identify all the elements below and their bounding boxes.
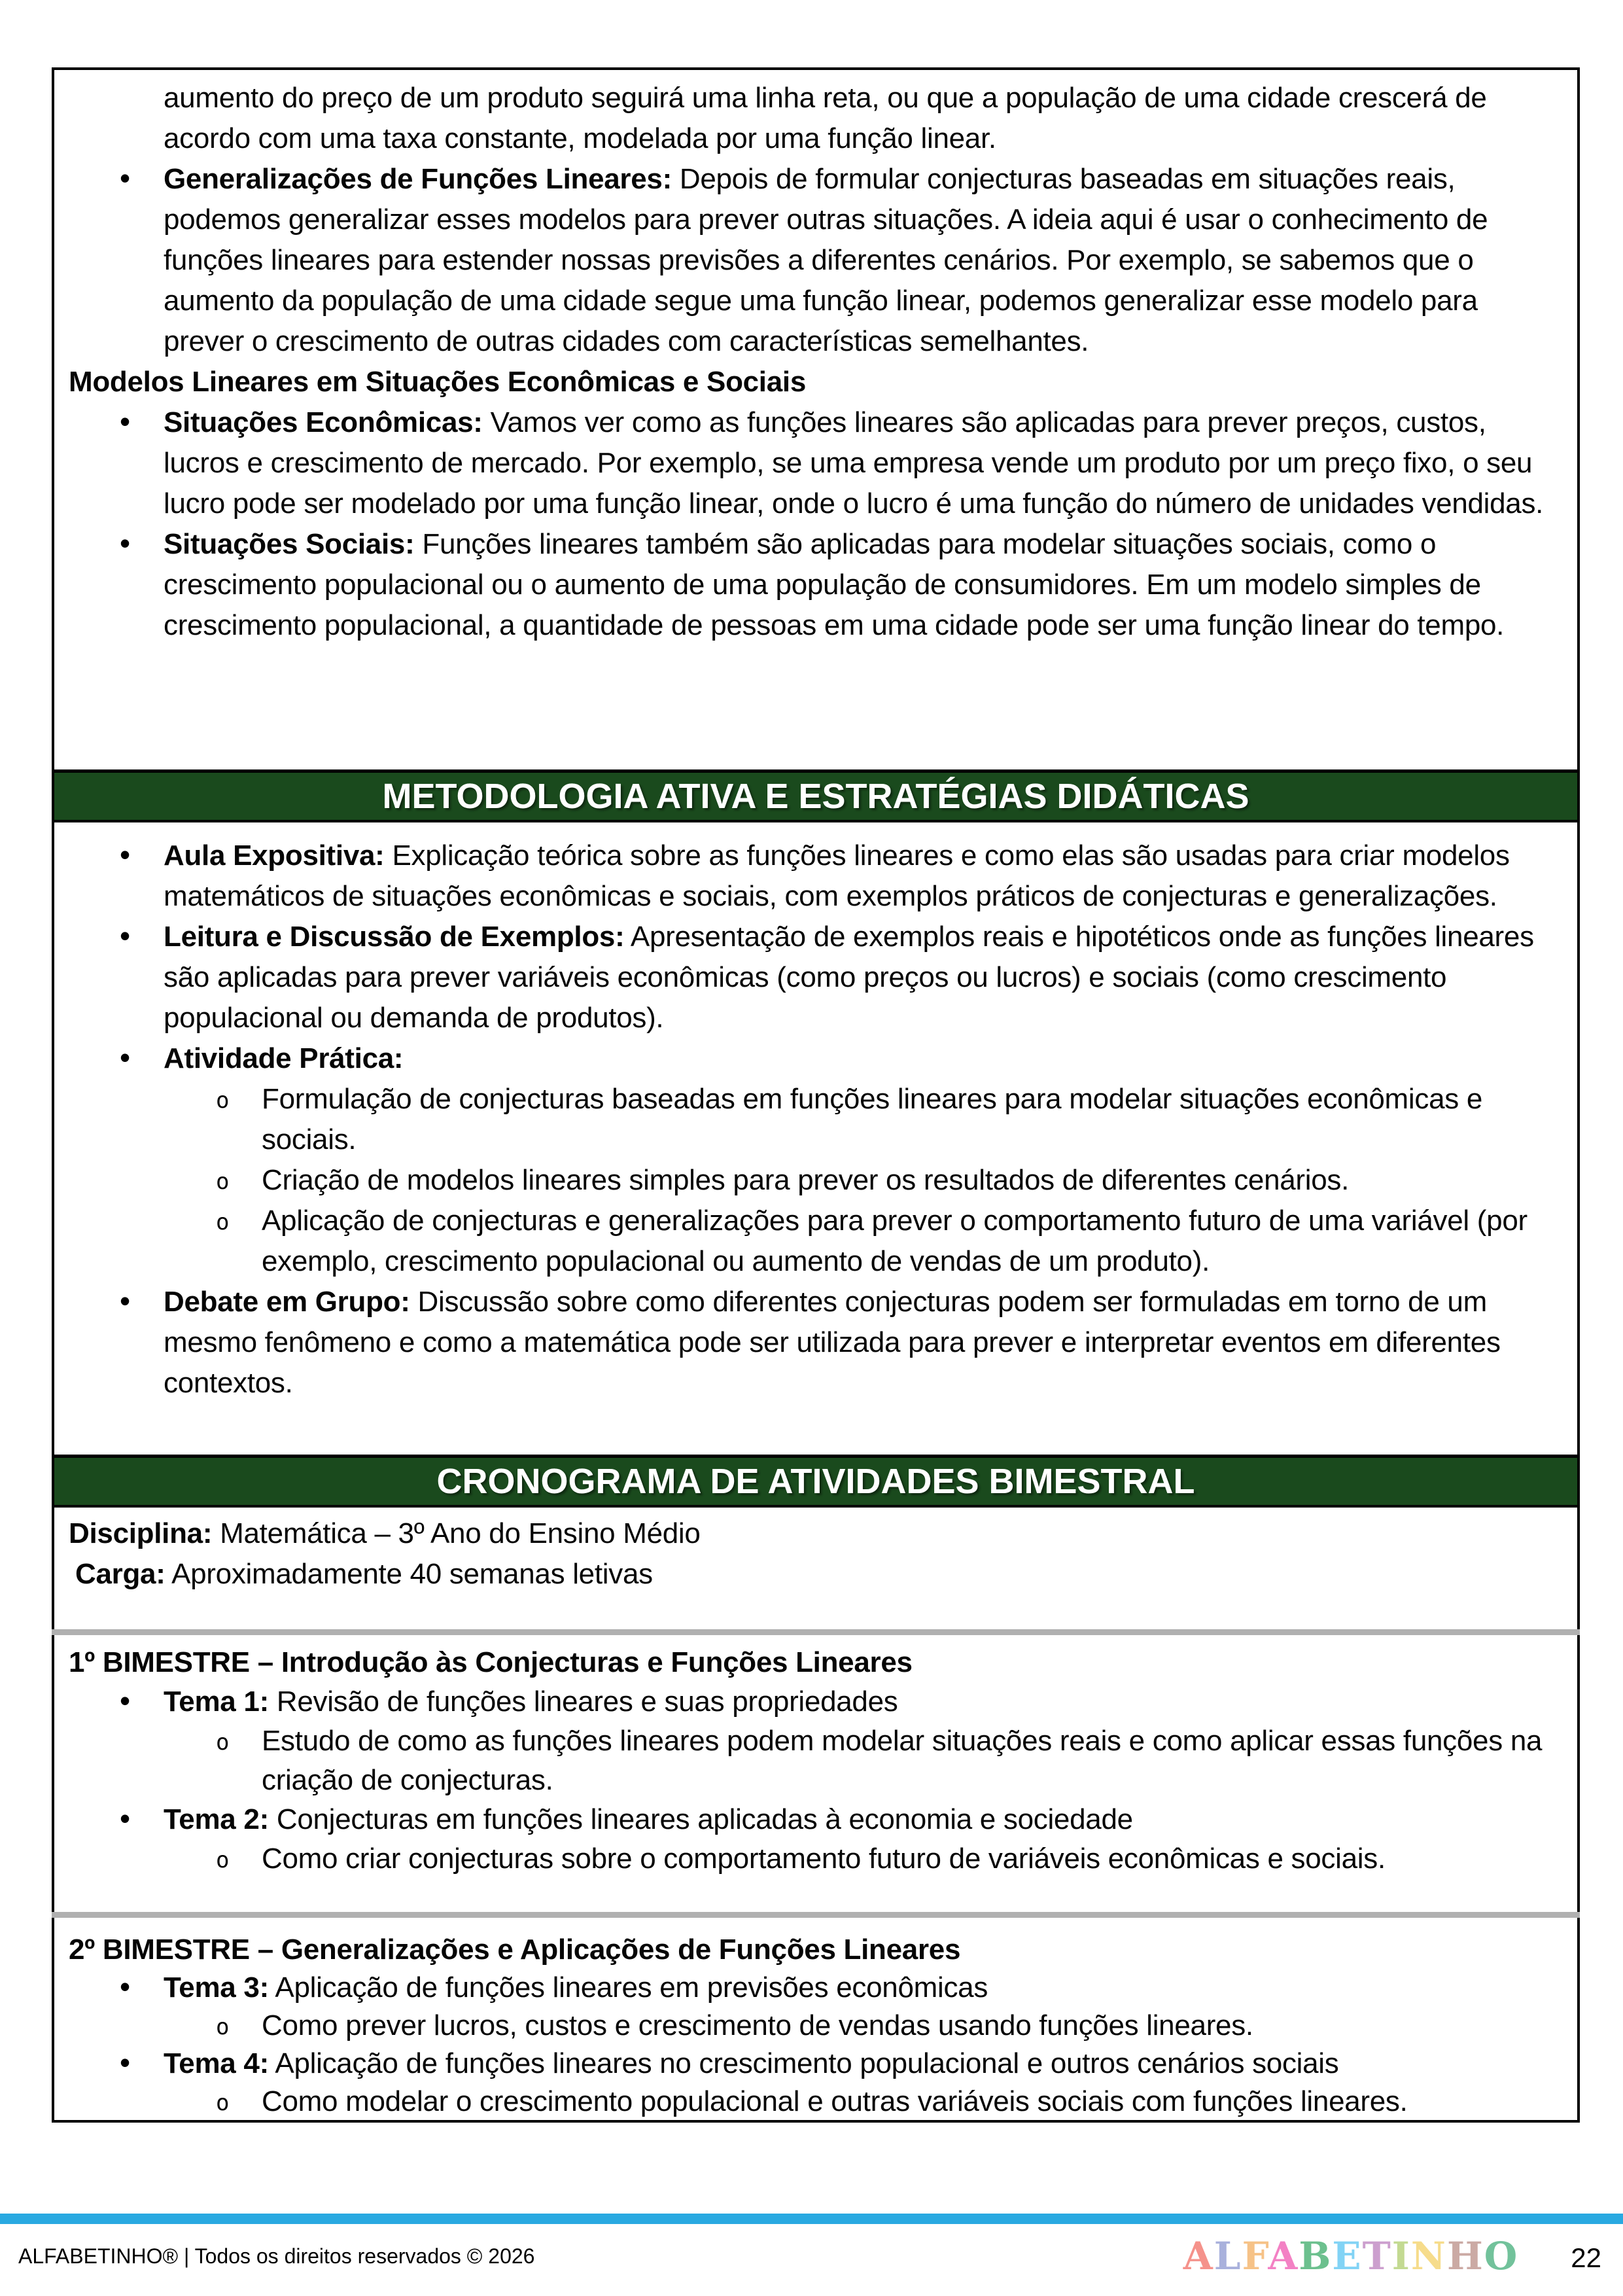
- item-text: Apresentação de exemplos reais e hipotéticos onde as funções lineares são aplicadas para prever variáveis econômicas (como preços ou lucros) e sociais (como crescimento populacional ou demanda de produtos).: [164, 921, 1534, 1034]
- item-text: Aplicação de funções lineares em previsões econômicas: [268, 1971, 988, 2004]
- item-lead: Situações Econômicas:: [164, 406, 483, 438]
- logo-letter: O: [1484, 2234, 1519, 2278]
- document-page-frame: [52, 67, 1580, 2123]
- row-divider-1: [52, 1629, 1580, 1635]
- logo-letter: E: [1332, 2234, 1363, 2278]
- item-lead: Tema 4:: [164, 2047, 269, 2079]
- page-number: 22: [1571, 2242, 1601, 2273]
- subheading-modelos-lineares: Modelos Lineares em Situações Econômicas e Sociais: [69, 366, 807, 398]
- item-text: Vamos ver como as funções lineares são aplicadas para prever preços, custos, lucros e crescimento de mercado. Por exemplo, se uma empresa vende um produto por um preço fixo, o seu lucro pode ser modelado por uma função linear, onde o lucro é uma função do número de unidades vendidas.: [164, 406, 1544, 520]
- sublist-item-criacao: [69, 1160, 1558, 1201]
- section-header-metodologia: [54, 769, 1577, 822]
- item-text: Funções lineares também são aplicadas para modelar situações sociais, como o crescimento populacional ou o aumento de uma população de consumidores. Em um modelo simples de crescimento populacional, a quantidade de pessoas em uma cidade pode ser uma função linear do tempo.: [164, 528, 1505, 641]
- section-metodologia-body: [69, 836, 1558, 1404]
- item-lead: Tema 1:: [164, 1686, 269, 1718]
- bullet-list-modelos: [69, 402, 1558, 646]
- list-item-sociais: [69, 524, 1558, 646]
- disciplina-value: Matemática – 3º Ano do Ensino Médio: [212, 1517, 701, 1549]
- item-text: Depois de formular conjecturas baseadas em situações reais, podemos generalizar esses modelos para prever outras situações. A ideia aqui é usar o conhecimento de funções lineares para estender nossas previsões a diferentes cenários. Por exemplo, se sabemos que o aumento da população de uma cidade segue uma função linear, podemos generalizar esse modelo para prever o crescimento de outras cidades com características semelhantes.: [164, 163, 1488, 357]
- footer-copyright: ALFABETINHO® | Todos os direitos reservados © 2026: [18, 2244, 535, 2268]
- section-header-metodologia-label: METODOLOGIA ATIVA E ESTRATÉGIAS DIDÁTICAS: [382, 777, 1249, 816]
- section-header-cronograma-label: CRONOGRAMA DE ATIVIDADES BIMESTRAL: [436, 1462, 1195, 1501]
- list-item-tema-3: [69, 1969, 1558, 2007]
- item-text: Estudo de como as funções lineares podem modelar situações reais e como aplicar essas funções na criação de conjecturas.: [262, 1725, 1543, 1796]
- logo-letter: H: [1446, 2234, 1484, 2278]
- item-lead: Debate em Grupo:: [164, 1286, 410, 1318]
- logo-letter: A: [1183, 2234, 1214, 2278]
- item-lead: Atividade Prática:: [164, 1042, 404, 1074]
- sublist-item-tema-4-detail: [69, 2083, 1558, 2121]
- section-bimestre-1: [69, 1643, 1558, 1879]
- item-text: Aplicação de funções lineares no crescimento populacional e outros cenários sociais: [268, 2047, 1339, 2079]
- logo-letter: A: [1268, 2234, 1299, 2278]
- bimestre-1-title: 1º BIMESTRE – Introdução às Conjecturas e Funções Lineares: [69, 1646, 913, 1678]
- footer-right-group: [1183, 2236, 1601, 2276]
- item-lead: Generalizações de Funções Lineares:: [164, 163, 672, 195]
- section-conjecturas: [69, 78, 1558, 646]
- list-item-generalizacoes: [69, 159, 1558, 362]
- list-item-tema-1: [69, 1682, 1558, 1722]
- logo-letter: T: [1362, 2234, 1392, 2278]
- sublist-item-formulacao: [69, 1079, 1558, 1160]
- item-lead: Leitura e Discussão de Exemplos:: [164, 921, 625, 953]
- carga-value: Aproximadamente 40 semanas letivas: [165, 1558, 653, 1590]
- list-item-debate-grupo: [69, 1282, 1558, 1404]
- footer-accent-bar: [0, 2214, 1623, 2224]
- item-text: Como prever lucros, custos e crescimento de vendas usando funções lineares.: [262, 2009, 1253, 2041]
- section-cronograma-info: [69, 1513, 1558, 1595]
- list-item-atividade-pratica: [69, 1038, 1558, 1079]
- disciplina-label: Disciplina:: [69, 1517, 213, 1549]
- logo-letter: L: [1213, 2234, 1242, 2278]
- item-text: Discussão sobre como diferentes conjecturas podem ser formuladas em torno de um mesmo fenômeno e como a matemática pode ser utilizada para prever e interpretar eventos em diferentes contextos.: [164, 1286, 1501, 1399]
- logo-letter: B: [1299, 2234, 1333, 2278]
- sublist-item-tema-3-detail: [69, 2007, 1558, 2045]
- carga-line: [75, 1554, 1558, 1595]
- carga-label: Carga:: [75, 1558, 166, 1590]
- logo-letter: N: [1410, 2234, 1447, 2278]
- item-text: Como modelar o crescimento populacional e outras variáveis sociais com funções lineares.: [262, 2085, 1408, 2117]
- item-lead: Tema 3:: [164, 1971, 269, 2004]
- paragraph-continuation: aumento do preço de um produto seguirá uma linha reta, ou que a população de uma cidade crescerá de acordo com uma taxa constante, modelada por uma função linear.: [164, 82, 1487, 154]
- item-lead: Aula Expositiva:: [164, 839, 385, 872]
- item-text: Revisão de funções lineares e suas propriedades: [268, 1686, 898, 1718]
- bullet-list-metodologia: [69, 836, 1558, 1404]
- list-item-economicas: [69, 402, 1558, 524]
- item-text: Explicação teórica sobre as funções lineares e como elas são usadas para criar modelos matemáticos de situações econômicas e sociais, com exemplos práticos de conjecturas e generalizações.: [164, 839, 1510, 912]
- bullet-list-bimestre-2: [69, 1969, 1558, 2121]
- list-item-aula-expositiva: [69, 836, 1558, 917]
- sublist-item-tema-2-detail: [69, 1839, 1558, 1879]
- item-lead: Situações Sociais:: [164, 528, 415, 560]
- item-text: Criação de modelos lineares simples para prever os resultados de diferentes cenários.: [262, 1164, 1350, 1196]
- item-text: Formulação de conjecturas baseadas em funções lineares para modelar situações econômicas e sociais.: [262, 1083, 1483, 1156]
- list-item-leitura-discussao: [69, 917, 1558, 1038]
- item-text: Aplicação de conjecturas e generalizações para prever o comportamento futuro de uma variável (por exemplo, crescimento populacional ou aumento de vendas de um produto).: [262, 1205, 1527, 1277]
- sublist-item-aplicacao: [69, 1201, 1558, 1282]
- bullet-list-bimestre-1: [69, 1682, 1558, 1879]
- section-bimestre-2: [69, 1931, 1558, 2121]
- bimestre-2-title: 2º BIMESTRE – Generalizações e Aplicações de Funções Lineares: [69, 1934, 961, 1966]
- list-item-tema-4: [69, 2045, 1558, 2083]
- alfabetinho-logo: [1183, 2236, 1519, 2276]
- disciplina-line: [69, 1513, 1558, 1554]
- row-divider-2: [52, 1912, 1580, 1918]
- list-item-tema-2: [69, 1800, 1558, 1839]
- logo-letter: I: [1391, 2234, 1411, 2278]
- item-text: Como criar conjecturas sobre o comportamento futuro de variáveis econômicas e sociais.: [262, 1843, 1386, 1875]
- sublist-item-tema-1-detail: [69, 1722, 1558, 1800]
- item-text: Conjecturas em funções lineares aplicadas à economia e sociedade: [268, 1803, 1133, 1835]
- logo-letter: F: [1242, 2234, 1268, 2278]
- bullet-list-top: [69, 159, 1558, 362]
- item-lead: Tema 2:: [164, 1803, 269, 1835]
- section-header-cronograma: [54, 1455, 1577, 1508]
